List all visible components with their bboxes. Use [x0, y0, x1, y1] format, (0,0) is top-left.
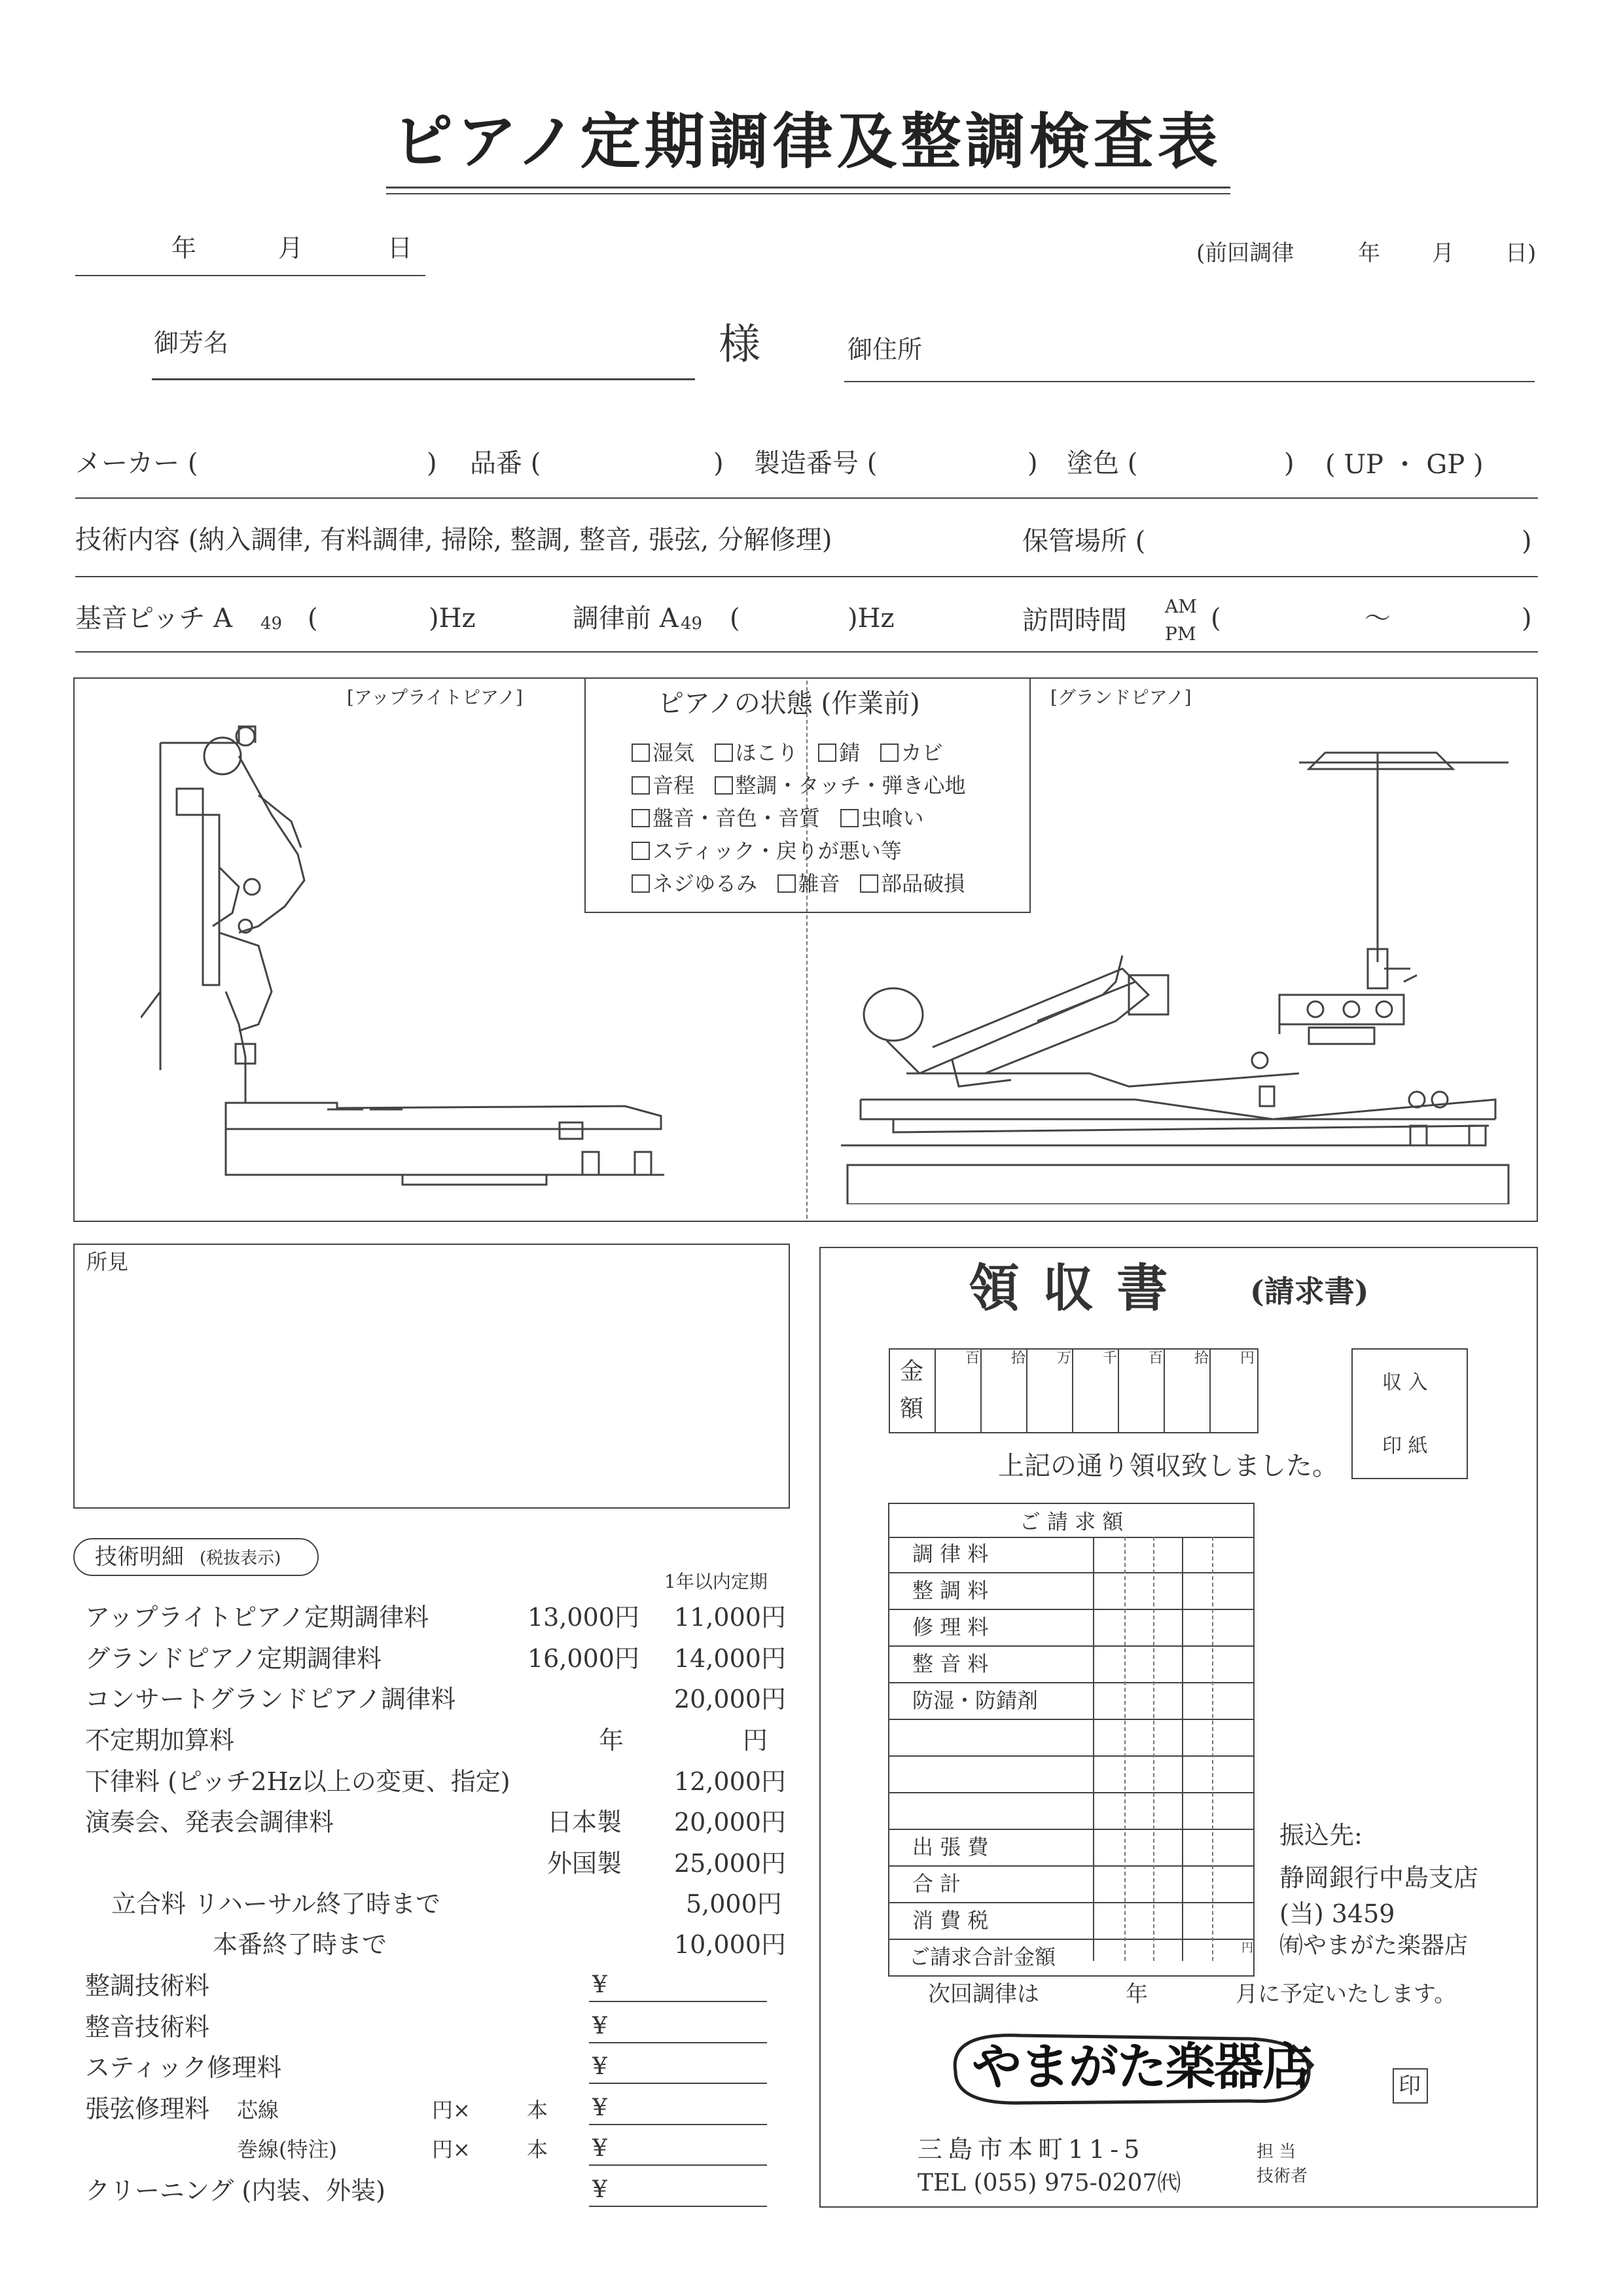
- grand-label: [グランドピアノ]: [1050, 687, 1192, 708]
- transfer-label: 振込先:: [1279, 1821, 1363, 1850]
- amount-col-sep: [1118, 1348, 1119, 1433]
- yen-row-4-name: 張弦修理料: [85, 2094, 210, 2123]
- revenue-stamp-box: [1351, 1348, 1468, 1479]
- checkbox-tone[interactable]: 盤音・音色・音質: [632, 806, 820, 831]
- visit-label: 訪問時間: [1022, 605, 1127, 636]
- previous-day: 日): [1505, 240, 1537, 266]
- row2-line: [75, 576, 1538, 577]
- title-underline: [386, 187, 1230, 188]
- digit-ju: 拾: [1194, 1350, 1209, 1367]
- bill-col-sep: [1153, 1537, 1154, 1961]
- tech-row-1-b: 11,000円: [674, 1603, 786, 1632]
- piano-type: ( UP ・ GP ): [1325, 450, 1484, 480]
- bill-row[interactable]: [888, 1683, 1255, 1720]
- yen-row-4-line[interactable]: [589, 2124, 767, 2125]
- piano-state-title: ピアノの状態 (作業前): [658, 689, 920, 719]
- digit-man: 万: [1057, 1350, 1072, 1367]
- upright-label: [アップライトピアノ]: [347, 687, 523, 708]
- tech-row-5-b: 12,000円: [674, 1767, 786, 1796]
- date-day: 日: [387, 234, 413, 262]
- customer-name-label: 御芳名: [154, 329, 229, 357]
- bill-row[interactable]: [888, 1830, 1255, 1867]
- bank-account: (当) 3459: [1279, 1899, 1395, 1928]
- tech-row-4-name: 不定期加算料: [85, 1726, 235, 1755]
- tech-row-1-name: アップライトピアノ定期調律料: [85, 1603, 429, 1632]
- model-label: 品番 (: [470, 448, 541, 478]
- digit-ju-man: 拾: [1011, 1350, 1026, 1367]
- revenue-stamp-1: 収 入: [1382, 1371, 1428, 1394]
- bill-row[interactable]: [888, 1793, 1255, 1830]
- previous-month: 月: [1432, 240, 1454, 266]
- checkbox-rust[interactable]: 錆: [818, 740, 860, 765]
- store-tel: TEL (055) 975-0207㈹: [918, 2170, 1181, 2197]
- bill-row-label: ご請求合計金額: [909, 1945, 1056, 1969]
- visit-open: (: [1211, 603, 1221, 634]
- yen-row-4-mark: ¥: [592, 2094, 607, 2121]
- yen-row-4-hon: 本: [527, 2098, 548, 2123]
- before-hz: )Hz: [847, 603, 895, 634]
- yen-row-3-mark: ¥: [592, 2053, 607, 2080]
- title-underline-2: [386, 193, 1230, 194]
- honorific: 様: [719, 321, 760, 369]
- yen-row-1-mark: ¥: [592, 1971, 607, 1998]
- bill-row[interactable]: [888, 1903, 1255, 1940]
- tech-row-4-b: 円: [743, 1726, 768, 1755]
- amount-col-sep: [1026, 1348, 1027, 1433]
- visit-pm: PM: [1165, 623, 1196, 645]
- previous-year: 年: [1358, 240, 1380, 266]
- color-label: 塗色 (: [1067, 448, 1138, 478]
- yen-row-3-name: スティック修理料: [85, 2053, 282, 2082]
- checkbox-mold[interactable]: カビ: [880, 740, 943, 765]
- visit-am: AM: [1165, 596, 1197, 617]
- next-month: 月に予定いたします。: [1236, 1981, 1457, 2007]
- tech-row-5-name: 下律料 (ピッチ2Hz以上の変更、指定): [85, 1767, 510, 1796]
- bill-col-sep: [1182, 1537, 1183, 1961]
- bill-row[interactable]: [888, 1720, 1255, 1757]
- checkbox-pitch[interactable]: 音程: [632, 773, 694, 798]
- checkbox-humidity[interactable]: 湿気: [632, 740, 694, 765]
- yen-row-2-mark: ¥: [592, 2013, 607, 2039]
- bill-row[interactable]: [888, 1647, 1255, 1683]
- row1-line: [75, 497, 1538, 499]
- tech-label: 技術明細: [95, 1544, 184, 1570]
- amount-col-sep: [1209, 1348, 1211, 1433]
- digit-hyaku-man: 百: [965, 1350, 980, 1367]
- seal-mark: 印: [1399, 2073, 1421, 2099]
- within-year-label: 1年以内定期: [664, 1571, 768, 1592]
- maker-close: ): [427, 448, 437, 478]
- visit-tilde: 〜: [1364, 603, 1391, 634]
- pitch-label: 基音ピッチ A: [75, 603, 233, 634]
- row3-line: [75, 651, 1538, 653]
- tech-row-1-a: 13,000円: [527, 1603, 639, 1632]
- bill-row[interactable]: [888, 1757, 1255, 1793]
- bill-row[interactable]: [888, 1537, 1255, 1573]
- next-year: 年: [1126, 1981, 1148, 2007]
- date-month: 月: [278, 234, 304, 262]
- receipt-title-note: (請求書): [1250, 1274, 1369, 1309]
- next-label: 次回調律は: [928, 1981, 1039, 2007]
- yen-row-5-hon: 本: [527, 2137, 548, 2162]
- bill-total-yen: 円: [1241, 1941, 1253, 1955]
- pitch-open: (: [308, 603, 318, 634]
- page-title: ピアノ定期調律及整調検査表: [393, 106, 1222, 177]
- bill-header: ご 請 求 額: [889, 1503, 1254, 1537]
- bill-row-label: 修 理 料: [912, 1615, 989, 1640]
- yen-row-2-line[interactable]: [589, 2042, 767, 2043]
- before-open: (: [730, 603, 740, 634]
- yen-row-5-enx: 円×: [432, 2137, 471, 2162]
- customer-name-line[interactable]: [152, 378, 695, 380]
- yen-row-1-line[interactable]: [589, 2001, 767, 2002]
- tech-row-8-b: 5,000円: [686, 1890, 782, 1918]
- bill-row-label: 出 張 費: [912, 1835, 989, 1859]
- received-text: 上記の通り領収致しました。: [998, 1451, 1338, 1481]
- yen-row-5-sub: 巻線(特注): [237, 2137, 337, 2162]
- serial-close: ): [1027, 448, 1038, 478]
- digit-sen: 千: [1103, 1350, 1118, 1367]
- checkbox-loose-screw[interactable]: ネジゆるみ: [632, 871, 757, 896]
- tech-row-4-a: 年: [599, 1726, 624, 1755]
- tech-row-6-name: 演奏会、発表会調律料: [85, 1808, 334, 1837]
- amount-col-sep: [1164, 1348, 1165, 1433]
- yen-row-6-mark: ¥: [592, 2176, 607, 2203]
- previous-label: (前回調律: [1196, 240, 1294, 266]
- checkbox-broken[interactable]: 部品破損: [860, 871, 965, 896]
- bill-row-label: 合 計: [912, 1871, 961, 1896]
- staff-label-2: 技術者: [1257, 2166, 1308, 2186]
- before-label: 調律前 A: [573, 603, 679, 634]
- notes-box[interactable]: [73, 1244, 790, 1509]
- before-sub: 49: [681, 614, 703, 634]
- date-line: [75, 275, 425, 276]
- amount-col-sep: [935, 1348, 936, 1433]
- store-address: 三島市本町11-5: [918, 2135, 1145, 2164]
- bill-row[interactable]: [888, 1610, 1255, 1647]
- checkbox-sticky[interactable]: スティック・戻りが悪い等: [632, 838, 902, 863]
- tech-row-9-name: 本番終了時まで: [213, 1930, 387, 1959]
- bill-row-label: 消 費 税: [912, 1908, 989, 1933]
- bill-row-total[interactable]: [888, 1940, 1255, 1977]
- bill-row[interactable]: [888, 1573, 1255, 1610]
- pitch-sub: 49: [260, 614, 283, 634]
- customer-address-label: 御住所: [847, 335, 923, 364]
- amount-label-2: 額: [900, 1395, 924, 1422]
- serial-label: 製造番号 (: [754, 448, 878, 478]
- amount-label-1: 金: [900, 1358, 924, 1385]
- storage-close: ): [1522, 526, 1532, 556]
- yen-row-6-name: クリーニング (内装、外装): [85, 2176, 385, 2205]
- tech-row-2-a: 16,000円: [527, 1644, 639, 1673]
- revenue-stamp-2: 印 紙: [1382, 1435, 1428, 1458]
- grand-piano-diagram: [841, 733, 1515, 1204]
- tech-row-2-b: 14,000円: [674, 1644, 786, 1673]
- tech-row-3-b: 20,000円: [674, 1685, 786, 1713]
- tech-row-3-name: コンサートグランドピアノ調律料: [85, 1685, 456, 1713]
- notes-label: 所見: [86, 1249, 129, 1274]
- tech-row-6-b: 20,000円: [674, 1808, 786, 1837]
- bank-name: 静岡銀行中島支店: [1279, 1863, 1479, 1892]
- yen-row-1-name: 整調技術料: [85, 1971, 210, 2000]
- checkbox-regulation[interactable]: 整調・タッチ・弾き心地: [715, 773, 966, 798]
- receipt-title: 領 収 書: [969, 1259, 1171, 1318]
- bill-row-label: 防湿・防錆剤: [912, 1688, 1039, 1713]
- customer-address-line[interactable]: [844, 381, 1535, 382]
- yen-row-4-enx: 円×: [432, 2098, 471, 2123]
- tech-row-8-name: 立合料 リハーサル終了時まで: [111, 1890, 441, 1918]
- date-year: 年: [171, 234, 197, 262]
- bill-col-sep: [1124, 1537, 1126, 1961]
- visit-close: ): [1522, 603, 1532, 634]
- tech-row-7-a: 外国製: [547, 1849, 622, 1878]
- tech-label-note: (税抜表示): [200, 1549, 281, 1568]
- bill-label-divider: [1093, 1537, 1094, 1961]
- company-small: ㈲やまがた楽器店: [1279, 1932, 1469, 1959]
- yen-row-3-line[interactable]: [589, 2083, 767, 2084]
- staff-label-1: 担 当: [1257, 2142, 1296, 2162]
- yen-row-2-name: 整音技術料: [85, 2013, 210, 2041]
- storage-label: 保管場所 (: [1022, 526, 1146, 556]
- pitch-hz: )Hz: [429, 603, 476, 634]
- yen-row-5-mark: ¥: [592, 2135, 607, 2162]
- checkbox-moth[interactable]: 虫喰い: [840, 806, 924, 831]
- color-close: ): [1284, 448, 1294, 478]
- bill-rows: [888, 1537, 1255, 1977]
- tech-row-7-b: 25,000円: [674, 1849, 786, 1878]
- bill-row-label: 整 調 料: [912, 1578, 989, 1603]
- bill-row-label: 整 音 料: [912, 1651, 989, 1676]
- tech-row-9-b: 10,000円: [674, 1930, 786, 1959]
- tech-row-2-name: グランドピアノ定期調律料: [85, 1644, 382, 1673]
- yen-row-4-sub: 芯線: [237, 2098, 279, 2123]
- digit-hyaku: 百: [1149, 1350, 1164, 1367]
- bill-row[interactable]: [888, 1867, 1255, 1903]
- yen-row-6-line[interactable]: [589, 2206, 767, 2207]
- amount-col-sep: [980, 1348, 982, 1433]
- checkbox-noise[interactable]: 雑音: [777, 871, 840, 896]
- digit-en: 円: [1240, 1350, 1255, 1367]
- store-logo: [942, 2019, 1322, 2111]
- amount-col-sep: [1072, 1348, 1073, 1433]
- tech-row-6-a: 日本製: [547, 1808, 622, 1837]
- checkbox-dust[interactable]: ほこり: [715, 740, 798, 765]
- bill-table: [888, 1503, 1255, 1538]
- work-content: 技術内容 (納入調律, 有料調律, 掃除, 整調, 整音, 張弦, 分解修理): [75, 525, 832, 555]
- maker-label: メーカー (: [75, 448, 198, 478]
- model-close: ): [713, 448, 724, 478]
- logo-text: やまがた楽器店: [972, 2037, 1311, 2096]
- bill-col-sep: [1212, 1537, 1213, 1961]
- bill-row-label: 調 律 料: [912, 1541, 989, 1566]
- yen-row-5-line[interactable]: [589, 2164, 767, 2166]
